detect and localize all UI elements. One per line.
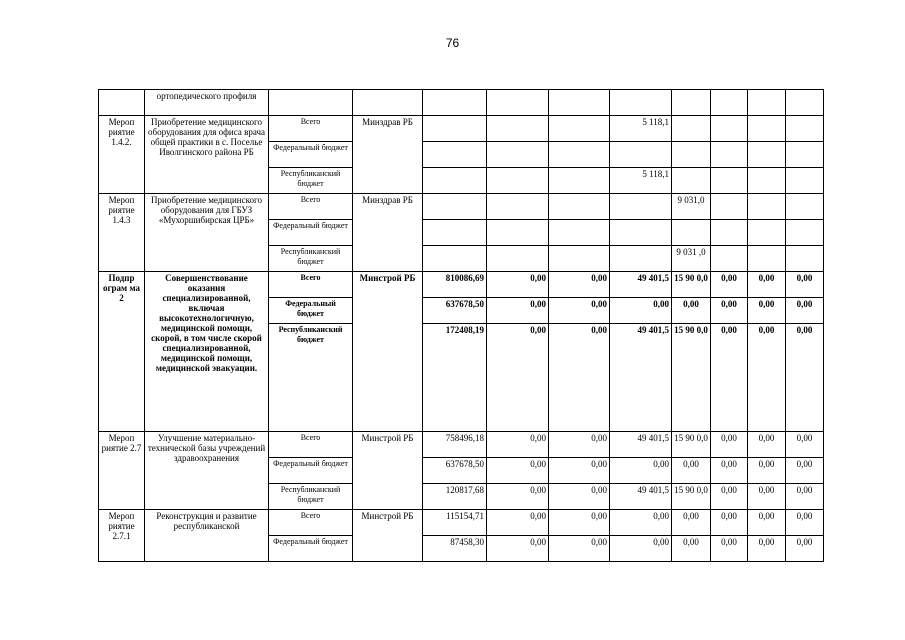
value-cell [672,142,711,168]
executor-cell: Минстрой РБ [353,510,423,562]
funding-source-cell: Всего [269,510,353,536]
value-cell [423,142,487,168]
value-cell [549,142,610,168]
empty-cell [610,90,672,116]
value-cell: 0,00 [748,458,786,484]
row-name-cell: Реконструкция и развитие республиканской [145,510,269,562]
value-cell [610,220,672,246]
value-cell [549,220,610,246]
empty-cell [487,90,549,116]
executor-cell: Минздрав РБ [353,116,423,194]
value-cell: 15 90 0,0 [672,432,711,458]
value-cell: 0,00 [748,324,786,432]
value-cell: 0,00 [711,484,748,510]
value-cell: 0,00 [672,298,711,324]
funding-source-cell: Всего [269,194,353,220]
value-cell [610,246,672,272]
value-cell: 0,00 [786,432,824,458]
value-cell [549,246,610,272]
value-cell: 0,00 [711,324,748,432]
value-cell [610,142,672,168]
value-cell: 87458,30 [423,536,487,562]
value-cell [487,168,549,194]
value-cell: 0,00 [748,536,786,562]
row-code-cell: Мероп риятие 1.4.2. [99,116,145,194]
value-cell: 0,00 [549,298,610,324]
value-cell [549,116,610,142]
value-cell: 49 401,5 [610,484,672,510]
row-code-cell [99,90,145,116]
value-cell [786,220,824,246]
value-cell: 115154,71 [423,510,487,536]
empty-cell [549,90,610,116]
value-cell: 0,00 [748,272,786,298]
value-cell: 0,00 [748,510,786,536]
value-cell: 0,00 [549,484,610,510]
value-cell: 120817,68 [423,484,487,510]
funding-source-cell: Республиканский бюджет [269,324,353,432]
value-cell: 0,00 [610,536,672,562]
empty-cell [672,90,711,116]
value-cell: 0,00 [549,432,610,458]
empty-cell [269,90,353,116]
empty-cell [353,90,423,116]
row-code-cell: Мероп риятие 2.7 [99,432,145,510]
value-cell: 0,00 [487,298,549,324]
budget-table [98,89,824,562]
empty-cell [786,90,824,116]
table-row [99,90,824,116]
value-cell: 0,00 [711,272,748,298]
value-cell: 49 401,5 [610,272,672,298]
value-cell: 0,00 [672,536,711,562]
value-cell [487,246,549,272]
value-cell: 0,00 [549,510,610,536]
value-cell [786,246,824,272]
row-name-cell: Приобретение медицинского оборудования для ГБУЗ «Мухоршибирская ЦРБ» [145,194,269,272]
executor-cell: Минздрав РБ [353,194,423,272]
value-cell: 758496,18 [423,432,487,458]
value-cell: 0,00 [711,432,748,458]
value-cell [549,194,610,220]
value-cell: 0,00 [487,458,549,484]
value-cell: 0,00 [549,272,610,298]
value-cell: 9 031 ,0 [672,246,711,272]
value-cell [672,220,711,246]
page-number: 76 [445,36,460,50]
executor-cell: Минстрой РБ [353,432,423,510]
value-cell: 0,00 [672,458,711,484]
value-cell [748,246,786,272]
row-name-cell: Улучшение материально-технической базы учреждений здравоохранения [145,432,269,510]
value-cell: 0,00 [786,324,824,432]
funding-source-cell: Республиканский бюджет [269,246,353,272]
row-name-cell: Приобретение медицинского оборудования для офиса врача общей практики в с. Поселье Иволгинского района РБ [145,116,269,194]
value-cell [711,246,748,272]
value-cell: 172408,19 [423,324,487,432]
empty-cell [423,90,487,116]
value-cell: 49 401,5 [610,432,672,458]
value-cell: 0,00 [786,298,824,324]
value-cell [786,142,824,168]
value-cell: 0,00 [549,458,610,484]
value-cell: 0,00 [487,510,549,536]
value-cell: 15 90 0,0 [672,272,711,298]
value-cell: 0,00 [748,484,786,510]
value-cell [487,142,549,168]
value-cell [711,142,748,168]
value-cell [748,116,786,142]
value-cell [711,220,748,246]
value-cell [423,246,487,272]
value-cell: 0,00 [549,536,610,562]
value-cell [748,168,786,194]
budget-table-body [99,90,824,562]
funding-source-cell: Республиканский бюджет [269,484,353,510]
value-cell: 5 118,1 [610,116,672,142]
value-cell [423,194,487,220]
value-cell: 0,00 [487,324,549,432]
value-cell [423,168,487,194]
value-cell: 0,00 [711,510,748,536]
value-cell: 0,00 [748,432,786,458]
table-row [99,194,824,220]
value-cell: 810086,69 [423,272,487,298]
value-cell [786,168,824,194]
value-cell [423,116,487,142]
funding-source-cell: Федеральный бюджет [269,220,353,246]
value-cell [549,168,610,194]
value-cell: 0,00 [786,484,824,510]
row-code-cell: Мероп риятие 1.4.3 [99,194,145,272]
executor-cell: Минстрой РБ [353,272,423,432]
value-cell: 0,00 [748,298,786,324]
empty-cell [748,90,786,116]
empty-cell [711,90,748,116]
value-cell [423,220,487,246]
value-cell: 49 401,5 [610,324,672,432]
value-cell: 0,00 [487,432,549,458]
value-cell: 5 118,1 [610,168,672,194]
value-cell: 0,00 [672,510,711,536]
value-cell: 9 031,0 [672,194,711,220]
value-cell: 0,00 [487,272,549,298]
value-cell [672,168,711,194]
funding-source-cell: Федеральный бюджет [269,458,353,484]
value-cell [748,194,786,220]
table-row [99,116,824,142]
table-row [99,432,824,458]
value-cell [786,194,824,220]
value-cell [786,116,824,142]
funding-source-cell: Республиканский бюджет [269,168,353,194]
value-cell: 0,00 [786,458,824,484]
value-cell [711,194,748,220]
value-cell: 637678,50 [423,298,487,324]
value-cell: 0,00 [711,298,748,324]
row-name-cell: ортопедического профиля [145,90,269,116]
row-code-cell: Подпр ограм ма 2 [99,272,145,432]
table-row [99,272,824,298]
value-cell: 0,00 [487,484,549,510]
value-cell: 15 90 0,0 [672,484,711,510]
value-cell: 0,00 [610,458,672,484]
funding-source-cell: Всего [269,272,353,298]
value-cell: 0,00 [487,536,549,562]
funding-source-cell: Федеральный бюджет [269,142,353,168]
value-cell: 0,00 [711,536,748,562]
row-code-cell: Мероп риятие 2.7.1 [99,510,145,562]
value-cell [610,194,672,220]
value-cell: 0,00 [549,324,610,432]
value-cell: 637678,50 [423,458,487,484]
value-cell [748,142,786,168]
funding-source-cell: Всего [269,432,353,458]
value-cell: 0,00 [786,510,824,536]
table-row [99,510,824,536]
value-cell [672,116,711,142]
funding-source-cell: Федеральный бюджет [269,298,353,324]
value-cell [711,116,748,142]
value-cell: 0,00 [786,272,824,298]
value-cell [487,220,549,246]
value-cell [711,168,748,194]
value-cell: 0,00 [610,510,672,536]
value-cell [487,194,549,220]
funding-source-cell: Всего [269,116,353,142]
value-cell: 0,00 [786,536,824,562]
value-cell: 0,00 [711,458,748,484]
funding-source-cell: Федеральный бюджет [269,536,353,562]
value-cell: 0,00 [610,298,672,324]
value-cell: 15 90 0,0 [672,324,711,432]
value-cell [487,116,549,142]
value-cell [748,220,786,246]
row-name-cell: Совершенствование оказания специализированной, включая высокотехнологичную, медицинской помощи, скорой, в том числе скорой специализированной, медицинской помощи, медицинской эвакуации. [145,272,269,432]
